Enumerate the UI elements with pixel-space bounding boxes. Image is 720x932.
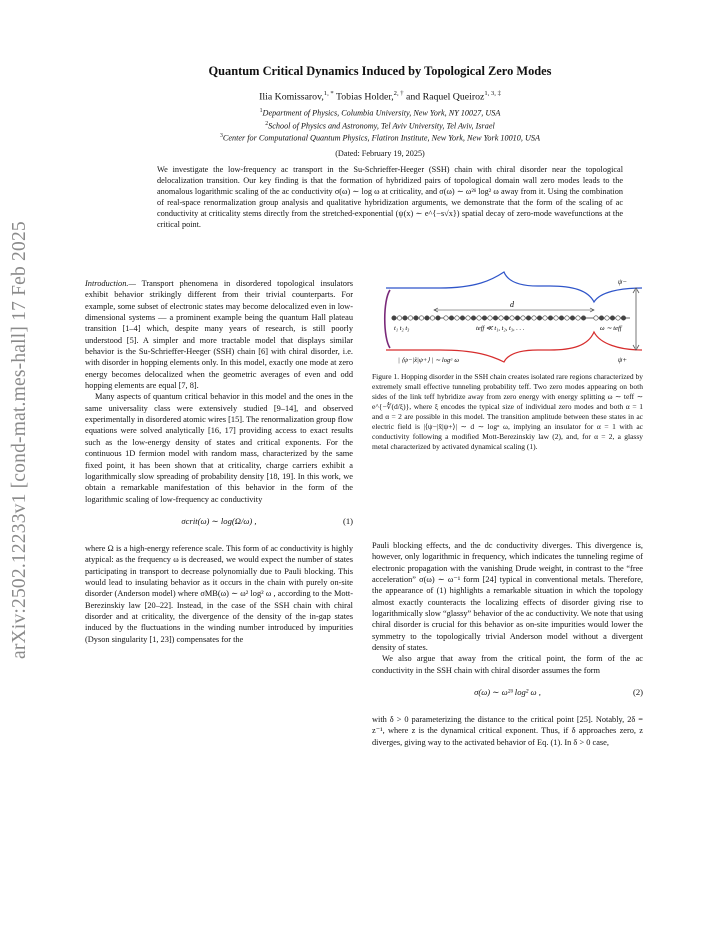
chain-site	[521, 316, 525, 320]
paragraph: Introduction.— Transport phenomena in disordered topological insulators exhibit behavior strikingly different from their trivial counterparts. For example, some subset of electronic states may become delocalized even in low-dimensional systems — a prominent example being the quantum Hall plateau transition [1–4] which, despite many years of research, is still poorly understood [5]. A simpler and more tractable model that displays similar behavior is the Su-Schrieffer-Heeger (SSH) chain [6] with chiral disorder, i.e. with disorder in hopping elements only. In this model, exactly one mode at zero energy becomes delocalized when the geometric averages of even and odd hopping elements are equal [7, 8].	[85, 279, 353, 391]
author-list	[70, 90, 690, 102]
chain-site	[397, 316, 401, 320]
chain-site	[532, 316, 536, 320]
author-sup: 2, †	[393, 90, 404, 97]
chain-site	[594, 316, 598, 320]
chain-site	[515, 316, 519, 320]
paragraph: where Ω is a high-energy reference scale. This form of ac conductivity is highly atypical: as the frequency ω is decreased, we would expect the number of states participating in transport to decrease polynomially due to Pauli blocking. This would lead to insulating behavior as it occurs in the chain with purely on-site disorder (Anderson model) where σMB(ω) ∼ ω² log² ω , according to the Mott-Berezinskiy law [20–22]. Instead, in the case of the SSH chain with chiral disorder and at criticality, the divergence of the density of the in-gap states induced by the fluctuations in the winding number introduced by impurities (Dyson singularity [1, 23]) compensates for the	[85, 543, 353, 644]
chain-site	[414, 316, 418, 320]
author-queiroz: and Raquel Queiroz	[406, 91, 485, 103]
author-komissarov: Ilia Komissarov,	[259, 91, 324, 103]
chain-site	[565, 316, 569, 320]
figure-caption: Figure 1. Hopping disorder in the SSH chain creates isolated rare regions characterized by extremely small effective tunneling probability teff. Two zero modes appearing on both sides of the link teff hybridize away from zero energy with energy splitting ω ∼ teff ∼ e^{−∜(d/ξ)}, where ξ encodes the typical size of individual zero modes and both α = 1 and α = 2 are possible in this model. The transition amplitude between these states in ac electric field is |⟨ψ−|x̂|ψ+⟩| ∼ d ∼ logᵅ ω, implying an insulator for α = 1 with ac conductivity following a modified Mott-Berezinskiy law (2), and, for α = 2, a glassy metal characterized by activated dynamical scaling (1).	[372, 372, 643, 451]
chain-site	[436, 316, 440, 320]
equation-body: σcrit(ω) ∼ log(Ω/ω) ,	[181, 515, 257, 526]
abstract: We investigate the low-frequency ac transport in the Su-Schrieffer-Heeger (SSH) chain with chiral disorder near the topological delocalization transition. Our key finding is that the formation of hybridized pairs of topological domain wall zero modes leads to the anomalous logarithmic scaling of the ac conductivity σ(ω) ∼ log ω at criticality, and σ(ω) ∼ ω²ᵟ log² ω away from it. Using the combination of real-space renormalization group analysis and qualitative hybridization arguments, we demonstrate that the form of the scaling of ac conductivity at criticality stems directly from the stretched-exponential (ψ(x) ∼ e^{−s√x}) spatial decay of zero-mode wavefunctions at the critical point.	[157, 165, 623, 230]
chain-site	[460, 316, 464, 320]
paragraph: We also argue that away from the critical point, the form of the ac conductivity in the SSH chain with chiral disorder assumes the form	[372, 654, 643, 675]
chain-site	[537, 316, 541, 320]
right-column	[372, 540, 643, 748]
chain-site	[559, 316, 563, 320]
paragraph: Pauli blocking effects, and the dc conductivity diverges. This divergence is, however, only logarithmic in frequency, which indicates the tunneling regime of electronic propagation with the vanishing Drude weight, in contrast to the “free acceleration” σ(ω) ∼ ω⁻¹ form [24] typical in conventional metals. Therefore, the appearance of (1) highlights a remarkable situation in which the topology almost exactly counteracts the localizing effects of disorder giving rise to logarithmically slow “glassy” behavior of the ac conductivity. We note that using chiral disorder is crucial for this behavior as on-site impurities would lower the symmetry to the topologically trivial Anderson model without a divergent density of states.	[372, 541, 643, 653]
chain-site	[408, 316, 412, 320]
label-psi-minus: ψ−	[618, 278, 628, 286]
chain-site	[471, 316, 475, 320]
chain-site	[444, 316, 448, 320]
chain-site	[430, 316, 434, 320]
chain-site	[510, 316, 514, 320]
chain-site	[455, 316, 459, 320]
chain-site	[466, 316, 470, 320]
paragraph: Many aspects of quantum critical behavior in this model and the ones in the same universality class were extensively studied [9–14], and observed experimentally in disordered atomic wires [15]. The renormalization group flow equations were solved analytically [16, 17] providing access to exact results such as the low-energy density of states and critical exponents. For the continuous 1D fermion model with random mass, characterized by the same fixed point, it has been shown that at criticality, charge carriers exhibit a logarithmically slow spreading of probability density [18, 19]. In this work, we obtain a remarkable manifestation of this behavior in the form of the logarithmic scaling of low-frequency ac conductivity	[85, 392, 353, 504]
equation-2	[372, 684, 643, 706]
equation-1	[85, 513, 353, 535]
label-matrix-element: | ⟨ψ−|x̂|ψ+⟩ | ∼ logᵅ ω	[398, 357, 460, 364]
label-psi-plus: ψ+	[618, 356, 628, 364]
chain-site	[616, 316, 620, 320]
author-sup: 1, *	[323, 90, 334, 97]
equation-body: σ(ω) ∼ ω²ᵟ log² ω ,	[474, 687, 541, 698]
chain-site	[526, 316, 530, 320]
paper-title: Quantum Critical Dynamics Induced by Topological Zero Modes	[208, 64, 552, 78]
label-omega: ω ∼ teff	[600, 325, 622, 332]
chain-site	[482, 316, 486, 320]
chain-site	[403, 316, 407, 320]
section-heading: Introduction.—	[85, 279, 136, 288]
chain-site	[610, 316, 614, 320]
chain-site	[543, 316, 547, 320]
chain-site	[576, 316, 580, 320]
psi-minus-curve	[386, 272, 642, 302]
chain-site	[392, 316, 396, 320]
figure-1-diagram	[380, 270, 642, 366]
arxiv-identifier-stamp: arXiv:2502.12233v1 [cond-mat.mes-hall] 17 Feb 2025	[9, 221, 30, 659]
affiliations	[70, 106, 690, 144]
chain-site	[493, 316, 497, 320]
paragraph: with δ > 0 parameterizing the distance to the critical point [25]. Notably, 2δ = z⁻¹, where z is the dynamical critical exponent. Thus, if δ approaches zero, z diverges, giving way to the activated behavior of Eq. (1). In δ > 0 case,	[372, 715, 643, 747]
author-sup: 1, 3, ‡	[484, 90, 501, 97]
chain-site	[488, 316, 492, 320]
chain-site	[477, 316, 481, 320]
chain-site	[548, 316, 552, 320]
label-t: t₁ t₂ t₃	[394, 325, 410, 332]
dated-line: (Dated: February 19, 2025)	[335, 149, 425, 158]
equation-number: (1)	[342, 515, 353, 526]
affiliation-line: $^1$Department of Physics, Columbia University, New York, NY 10027, USA	[259, 108, 501, 118]
chain-site	[605, 316, 609, 320]
label-d: d	[510, 300, 514, 309]
chain-site	[581, 316, 585, 320]
equation-number: (2)	[632, 687, 643, 698]
chain-site	[449, 316, 453, 320]
chain-site	[599, 316, 603, 320]
chain-site	[554, 316, 558, 320]
chain-site	[419, 316, 423, 320]
chain-site	[570, 316, 574, 320]
affiliation-line: $^3$Center for Computational Quantum Physics, Flatiron Institute, New York, New York 10010, USA	[220, 133, 540, 144]
chain-site	[499, 316, 503, 320]
author-holder: Tobias Holder,	[335, 91, 394, 103]
left-bracket	[385, 290, 390, 348]
chain-site	[504, 316, 508, 320]
left-column	[85, 278, 353, 645]
chain-site	[621, 316, 625, 320]
affiliation-line: $^2$School of Physics and Astronomy, Tel Aviv University, Tel Aviv, Israel	[265, 120, 495, 131]
label-teff: teff ≪ t₁, t₂, t₃, . . .	[476, 325, 525, 332]
chain-site	[425, 316, 429, 320]
